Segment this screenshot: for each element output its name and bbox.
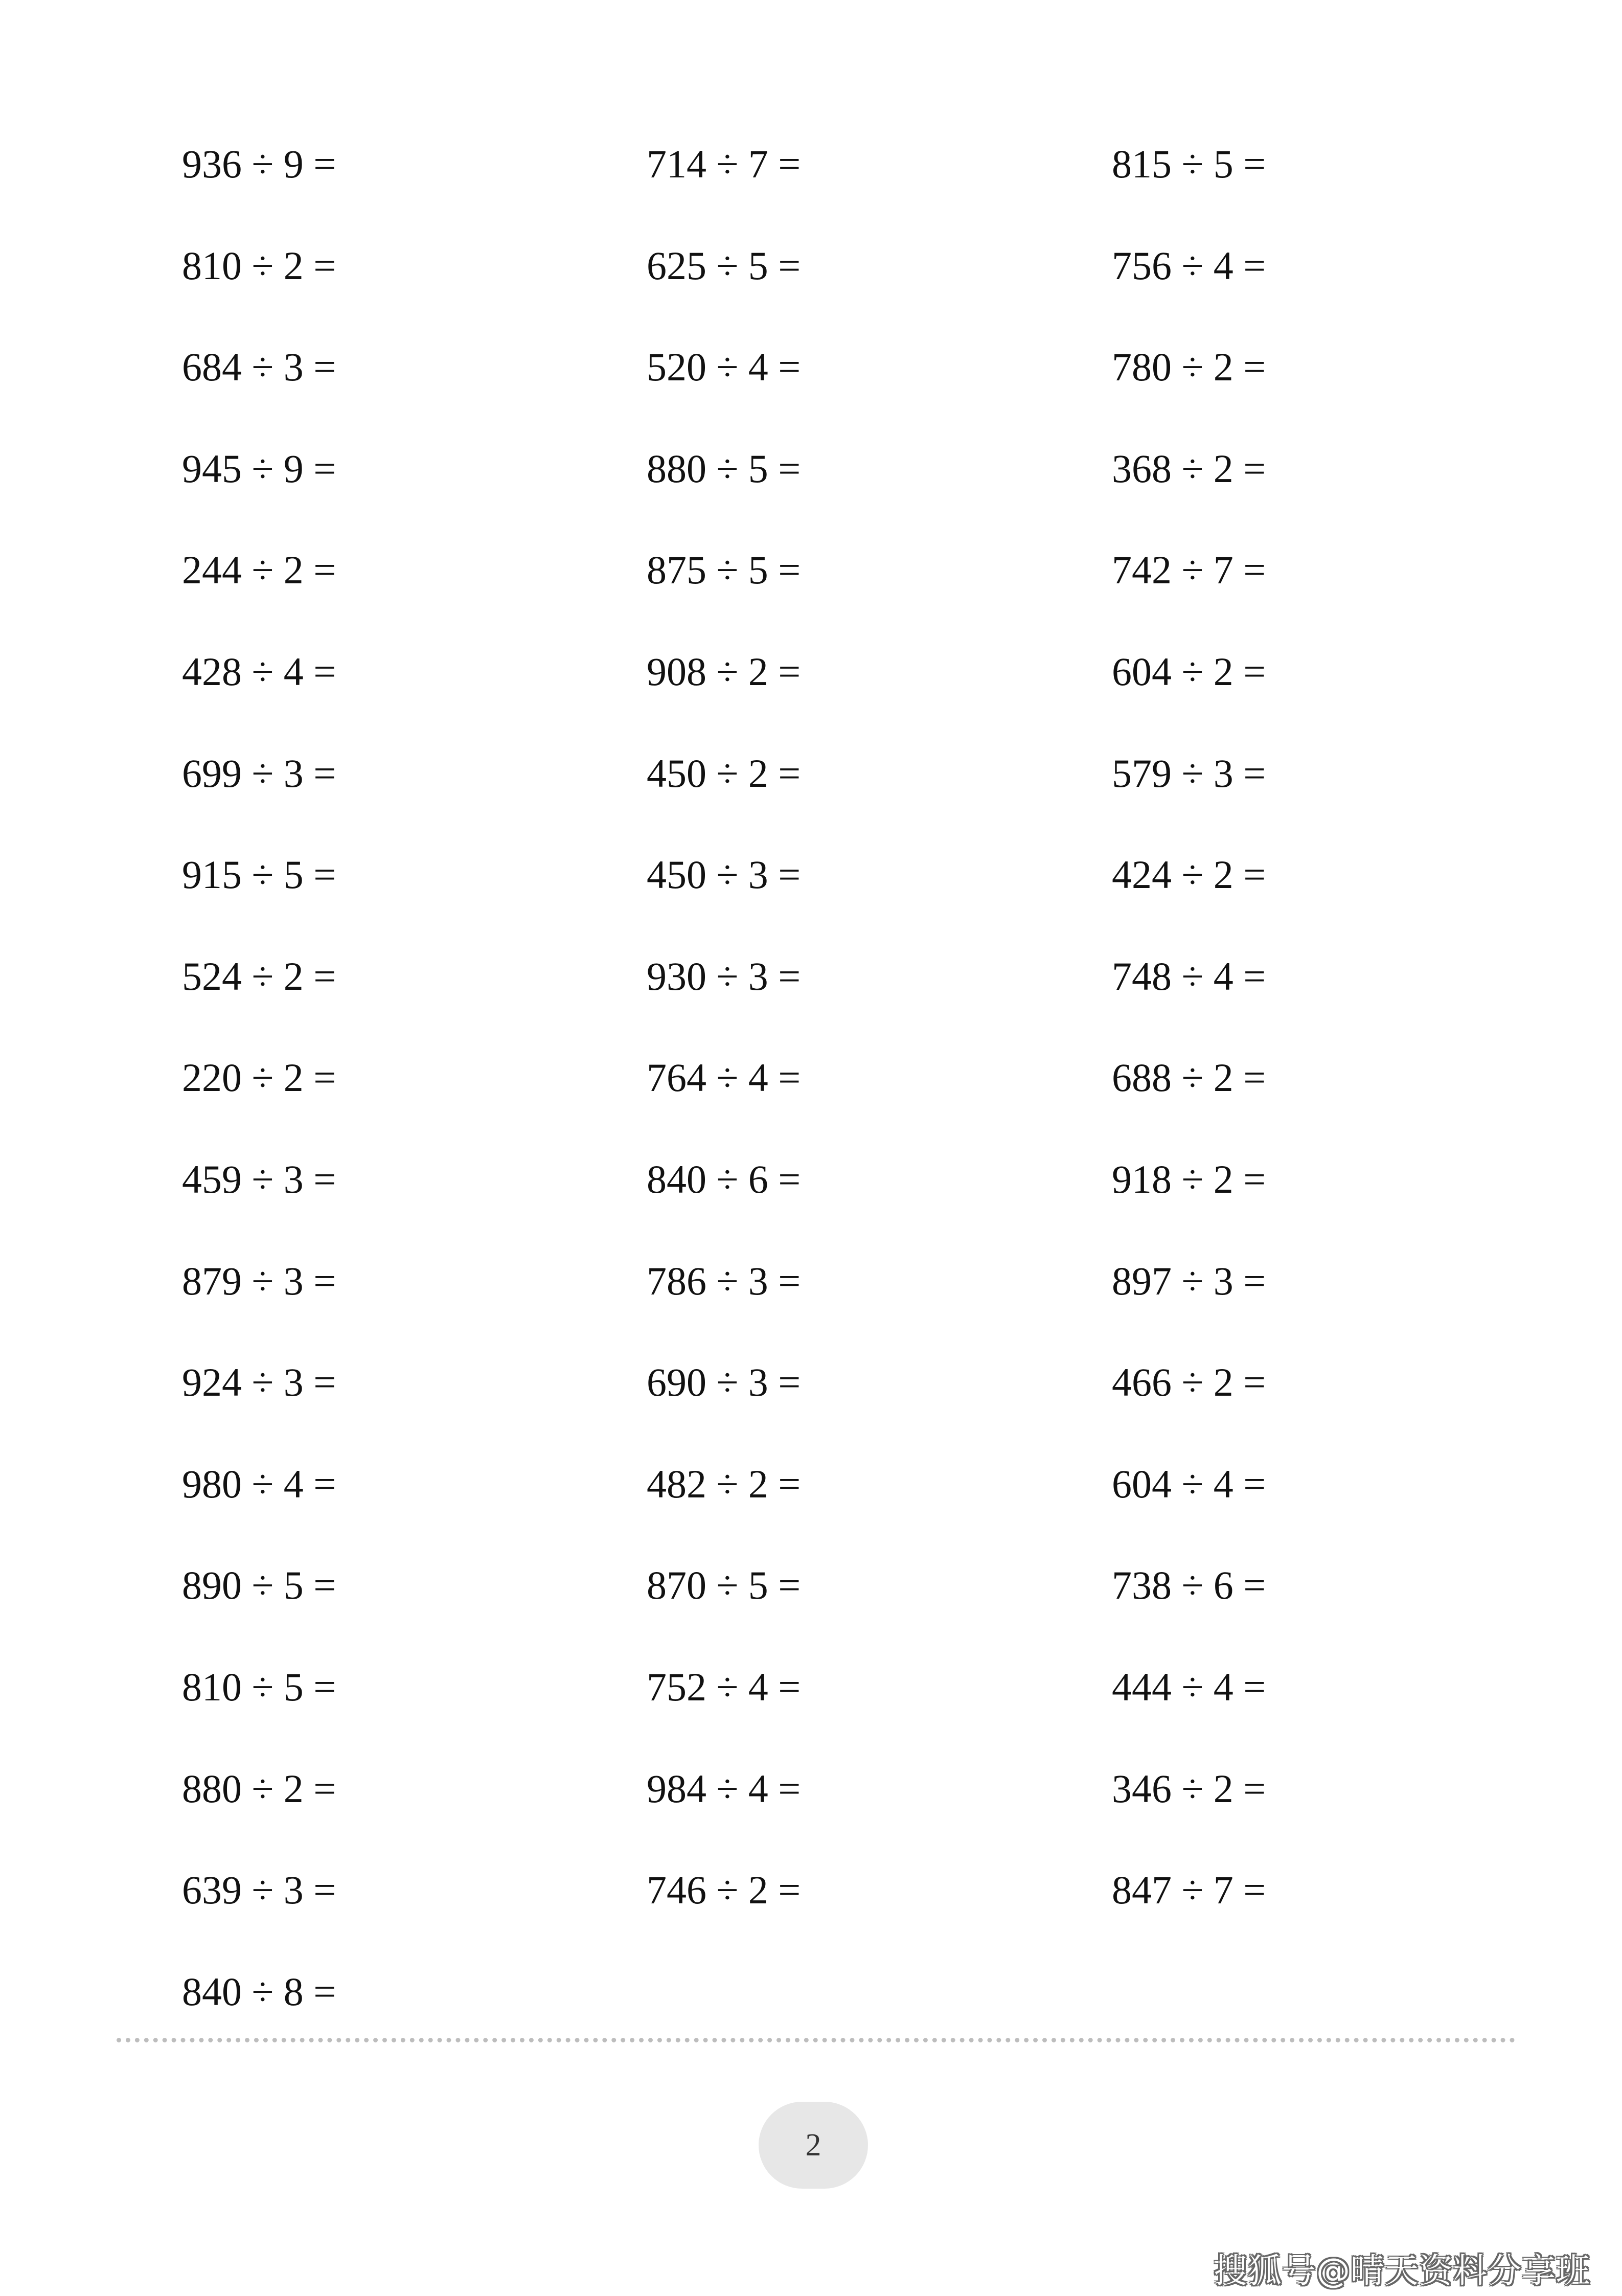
division-problem: 604 ÷ 2 = [1112,649,1266,694]
division-problem: 699 ÷ 3 = [182,751,336,795]
division-problem: 742 ÷ 7 = [1112,548,1266,592]
division-problem: 746 ÷ 2 = [647,1868,801,1912]
division-problem: 840 ÷ 6 = [647,1157,801,1201]
division-problem: 879 ÷ 3 = [182,1259,336,1303]
division-problem: 368 ÷ 2 = [1112,446,1266,491]
division-problem: 346 ÷ 2 = [1112,1766,1266,1811]
page-number-badge [759,2102,868,2189]
dotted-divider [117,2038,1515,2042]
division-problem: 890 ÷ 5 = [182,1563,336,1607]
division-problem: 690 ÷ 3 = [647,1360,801,1404]
division-problem: 815 ÷ 5 = [1112,142,1266,186]
division-problem: 639 ÷ 3 = [182,1868,336,1912]
division-problem: 880 ÷ 2 = [182,1766,336,1811]
division-problem: 220 ÷ 2 = [182,1055,336,1100]
division-problem: 870 ÷ 5 = [647,1563,801,1607]
division-problem: 428 ÷ 4 = [182,649,336,694]
division-problem: 450 ÷ 2 = [647,751,801,795]
division-problem: 930 ÷ 3 = [647,954,801,998]
division-problem: 604 ÷ 4 = [1112,1462,1266,1506]
division-problem: 936 ÷ 9 = [182,142,336,186]
division-problem: 482 ÷ 2 = [647,1462,801,1506]
division-problem: 840 ÷ 8 = [182,1969,336,2014]
division-problem: 752 ÷ 4 = [647,1665,801,1709]
division-problem: 984 ÷ 4 = [647,1766,801,1811]
page-number: 2 [805,2127,821,2163]
watermark-text: 搜狐号@晴天资料分享班 [1214,2251,1590,2290]
division-problem: 875 ÷ 5 = [647,548,801,592]
division-problem: 466 ÷ 2 = [1112,1360,1266,1404]
division-problem: 459 ÷ 3 = [182,1157,336,1201]
division-problem: 915 ÷ 5 = [182,852,336,897]
division-problem: 945 ÷ 9 = [182,446,336,491]
division-problem: 688 ÷ 2 = [1112,1055,1266,1100]
division-problem: 579 ÷ 3 = [1112,751,1266,795]
division-problem: 524 ÷ 2 = [182,954,336,998]
division-problem: 748 ÷ 4 = [1112,954,1266,998]
division-problem: 924 ÷ 3 = [182,1360,336,1404]
division-problem: 684 ÷ 3 = [182,345,336,389]
division-problem: 810 ÷ 2 = [182,243,336,288]
division-problem: 980 ÷ 4 = [182,1462,336,1506]
division-problem: 880 ÷ 5 = [647,446,801,491]
division-problem: 520 ÷ 4 = [647,345,801,389]
division-problem: 810 ÷ 5 = [182,1665,336,1709]
division-problem: 244 ÷ 2 = [182,548,336,592]
division-problem: 450 ÷ 3 = [647,852,801,897]
division-problem: 786 ÷ 3 = [647,1259,801,1303]
division-problem: 780 ÷ 2 = [1112,345,1266,389]
division-problem: 444 ÷ 4 = [1112,1665,1266,1709]
division-problem: 764 ÷ 4 = [647,1055,801,1100]
division-problem: 424 ÷ 2 = [1112,852,1266,897]
division-problem: 756 ÷ 4 = [1112,243,1266,288]
division-problem: 625 ÷ 5 = [647,243,801,288]
division-problem: 897 ÷ 3 = [1112,1259,1266,1303]
division-problem: 908 ÷ 2 = [647,649,801,694]
division-problem: 918 ÷ 2 = [1112,1157,1266,1201]
division-problem: 738 ÷ 6 = [1112,1563,1266,1607]
division-problem: 847 ÷ 7 = [1112,1868,1266,1912]
division-problem: 714 ÷ 7 = [647,142,801,186]
